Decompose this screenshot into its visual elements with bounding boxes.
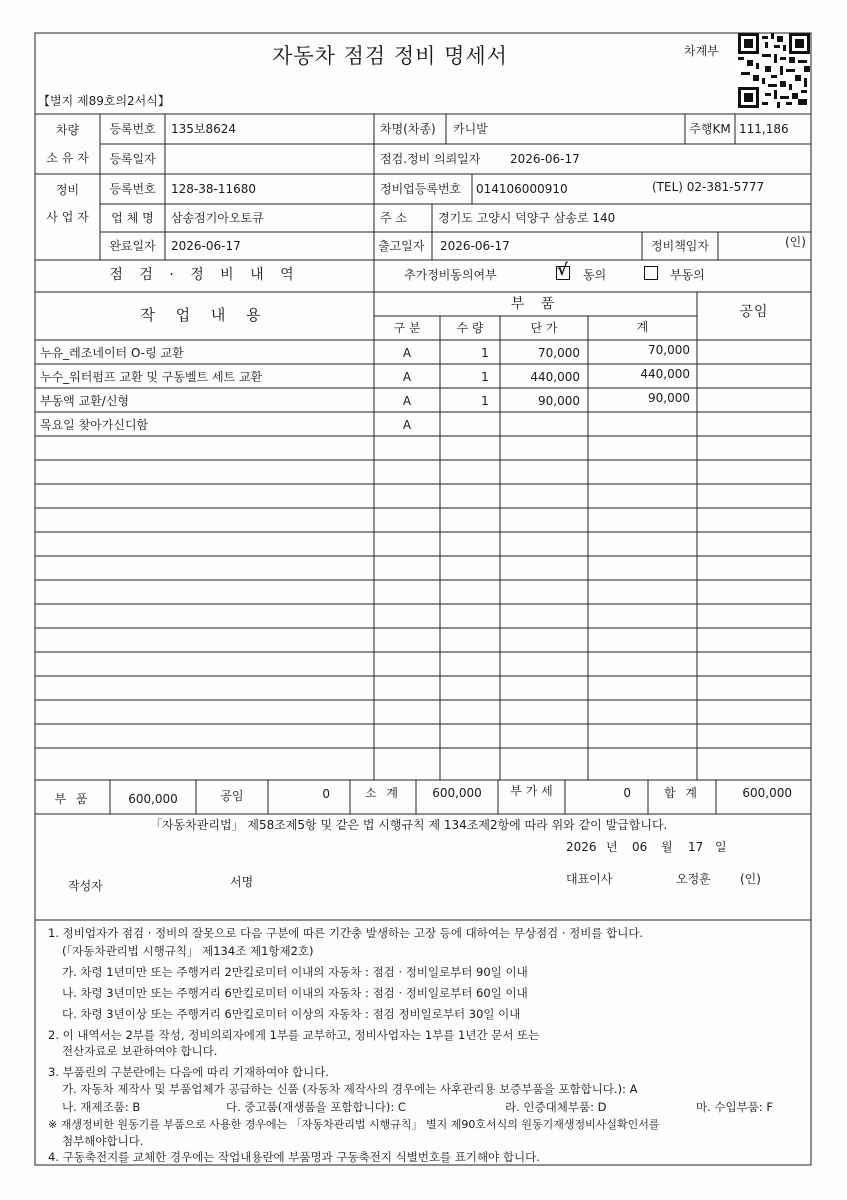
issue-statement: 「자동차관리법」 제58조제5항 및 같은 법 시행규칙 제 134조제2항에 따라 위와 같이 발급합니다. (150, 818, 668, 832)
manager-label: 정비책임자 (651, 239, 709, 253)
row-type: A (402, 346, 412, 360)
mileage-value: 111,186 (739, 122, 789, 136)
request-date-label: 점검.정비 의뢰일자 (380, 152, 481, 166)
issue-month: 06 (632, 840, 648, 854)
ceo-name: 오정훈 (676, 872, 711, 886)
issue-year-unit: 년 (606, 840, 618, 854)
ceo-label: 대표이사 (566, 872, 613, 886)
issue-day: 17 (688, 840, 704, 854)
row-qty: 1 (481, 370, 489, 384)
copy-label: 차계부 (684, 44, 719, 58)
biz-reg-label: 정비업등록번호 (380, 182, 462, 196)
totals-labor-label: 공임 (220, 789, 244, 803)
note-line: 3. 부품린의 구분란에는 다음에 따리 기재하여야 합니다. (48, 1065, 329, 1079)
form-code: 【별지 제89호의2서식】 (38, 94, 170, 108)
row-unit-price: 70,000 (538, 346, 580, 360)
note-line: 1. 정비업자가 점검 · 정비의 잘못으로 다음 구분에 따른 기간충 발생하는 고장 등에 대하여는 무상점검 · 정비를 합니다. (48, 926, 644, 940)
complete-date: 2026-06-17 (171, 239, 241, 253)
sign-label: 서명 (230, 875, 254, 889)
col-type-header: 구 분 (393, 321, 421, 335)
manager-seal-mark: (인) (785, 235, 806, 249)
car-name-label: 차명(차종) (380, 122, 436, 136)
row-qty: 1 (481, 346, 489, 360)
note-line: 나. 차령 3년미만 또는 주행거리 6만킬로미터 이내의 자동차 : 점검 · 정비일로부터 60일 이내 (62, 986, 528, 1000)
owner-section-label-2: 소 유 자 (46, 151, 89, 165)
col-qty-header: 수 량 (456, 321, 484, 335)
section-title: 점 검 · 정 비 내 역 (109, 267, 300, 283)
agree-checkmark-icon: √ (557, 260, 568, 279)
col-total-header: 계 (636, 320, 649, 334)
note-line: 가. 자동차 제작사 및 부품업체가 공급하는 신품 (자동차 제작사의 경우에는 사후관리용 보증부품을 포함합니다.): A (62, 1082, 638, 1096)
owner-section-label: 차량 (55, 123, 80, 137)
row-type: A (402, 370, 412, 384)
note-line: 마. 수입부품: F (696, 1100, 774, 1114)
row-total: 440,000 (640, 367, 690, 381)
company-name: 삼송점기아오토큐 (171, 211, 264, 225)
note-line: 나. 재제조품: B (62, 1100, 141, 1114)
owner-reg-no: 135보8624 (171, 122, 237, 136)
totals-labor-value: 0 (322, 787, 330, 801)
request-date: 2026-06-17 (510, 152, 580, 166)
writer-label: 작성자 (68, 879, 103, 893)
address-value: 경기도 고양시 덕양구 삼송로 140 (438, 211, 616, 225)
row-unit-price: 440,000 (530, 370, 580, 384)
totals-parts-label: 부 품 (54, 792, 91, 806)
business-reg-no: 128-38-11680 (171, 182, 257, 196)
grand-total-value: 600,000 (742, 786, 792, 800)
row-total: 70,000 (648, 343, 690, 357)
col-unit-header: 단 가 (530, 321, 558, 335)
parts-header: 부 품 (510, 296, 561, 312)
work-header: 작 업 내 용 (140, 306, 269, 324)
subtotal-label: 소 계 (365, 786, 401, 800)
row-unit-price: 90,000 (538, 394, 580, 408)
row-qty: 1 (481, 394, 489, 408)
issue-day-unit: 일 (715, 840, 727, 854)
row-desc: 누유_레조네이터 O-링 교환 (40, 346, 184, 360)
note-line: 전산자료로 보관하여야 합니다. (62, 1044, 218, 1058)
row-desc: 부동액 교환/신형 (40, 394, 130, 408)
document-title: 자동차 점검 정비 명세서 (272, 44, 508, 68)
issue-month-unit: 월 (661, 840, 673, 854)
row-desc: 누수_워터펌프 교환 및 구동벨트 세트 교환 (40, 370, 263, 384)
business-reg-no-label: 등록번호 (109, 182, 156, 196)
note-line: 다. 중고품(재생품을 포함합니다): C (226, 1100, 406, 1114)
biz-reg-no: 014106000910 (476, 182, 568, 196)
release-date-label: 출고일자 (378, 239, 425, 253)
row-total: 90,000 (648, 391, 690, 405)
note-line: 가. 차령 1년미만 또는 주행거리 2만킬로미터 이내의 자동차 : 점검 · 정비일로부터 90일 이내 (62, 965, 528, 979)
business-tel: (TEL) 02-381-5777 (652, 180, 765, 194)
business-section-label-2: 사 업 자 (46, 210, 89, 224)
note-line: ※ 재생정비한 원동기를 부품으로 사용한 경우에는 「자동차관리법 시행규칙」 별지 제90호서식의 원동기재생정비사실확인서를 (48, 1118, 660, 1131)
note-line: 라. 인증대체부품: D (505, 1100, 607, 1114)
mileage-label: 주행KM (689, 122, 731, 136)
owner-reg-no-label: 등록번호 (109, 122, 156, 136)
labor-header: 공임 (739, 304, 769, 320)
note-line: 4. 구동축전지를 교체한 경우에는 작업내용란에 부품명과 구동축전지 식별번호를 표기해야 합니다. (48, 1150, 540, 1164)
row-type: A (402, 394, 412, 408)
subtotal-value: 600,000 (432, 786, 482, 800)
address-label: 주 소 (380, 211, 407, 225)
note-line: 첨부해야합니다. (62, 1134, 144, 1148)
note-line: 2. 이 내역서는 2부를 작성, 정비의뢰자에게 1부를 교부하고, 정비사업자는 1부를 1년간 문서 또는 (48, 1028, 540, 1042)
issue-year: 2026 (566, 840, 597, 854)
vat-value: 0 (623, 786, 631, 800)
disagree-checkbox[interactable] (644, 266, 658, 280)
disagree-label: 부동의 (670, 268, 705, 282)
grand-total-label: 합 계 (664, 786, 700, 800)
note-line: (「자동차관리법 시행규칙」 제134조 제1항제2호) (62, 944, 314, 958)
row-desc: 목요일 찾아가신디함 (40, 418, 149, 432)
vat-label: 부 가 세 (510, 784, 553, 798)
car-name: 카니발 (453, 122, 488, 136)
release-date: 2026-06-17 (440, 239, 510, 253)
complete-date-label: 완료일자 (109, 239, 156, 253)
agree-label: 동의 (583, 268, 607, 282)
row-type: A (402, 418, 412, 432)
owner-reg-date-label: 등록일자 (109, 152, 156, 166)
totals-parts-value: 600,000 (128, 792, 178, 806)
note-line: 다. 차령 3년이상 또는 주행거리 6만킬로미터 이상의 자동차 : 점검 정비일로부터 30일 이내 (62, 1007, 521, 1021)
business-section-label: 정비 (55, 183, 80, 197)
ceo-seal: (인) (740, 872, 761, 886)
company-label: 업 체 명 (111, 211, 154, 225)
consent-label: 추가정비동의여부 (404, 268, 497, 282)
